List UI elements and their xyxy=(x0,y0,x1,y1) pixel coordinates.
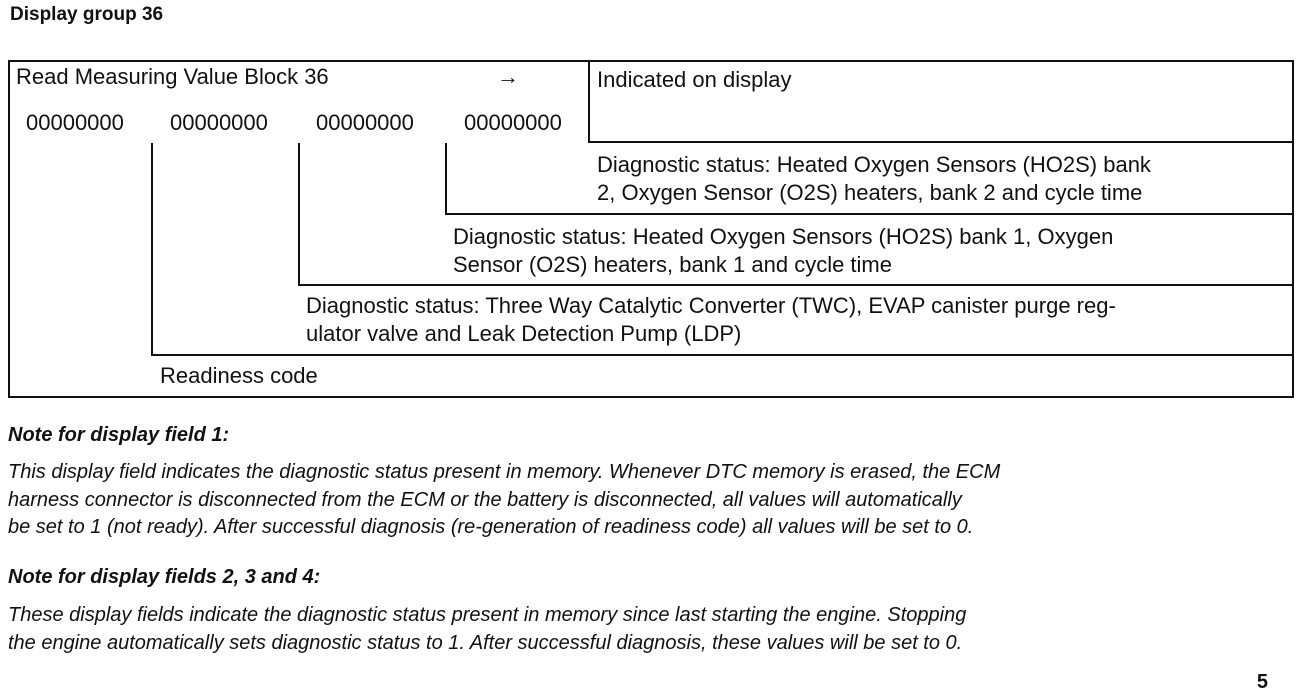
note-1-line-3: be set to 1 (not ready). After successful diagnosis (re-generation of readiness code) all values will be set to 0. xyxy=(8,516,974,538)
field-2-bracket xyxy=(151,354,1294,356)
field-3-bracket xyxy=(298,284,1294,286)
arrow-icon: → xyxy=(497,64,519,89)
note-2-line-1: These display fields indicate the diagnostic status present in memory since last starting the engine. Stopping xyxy=(8,604,967,626)
field-3-description-line2: Sensor (O2S) heaters, bank 1 and cycle time xyxy=(453,252,892,277)
field-2-value: 00000000 xyxy=(170,110,268,135)
field-4-value: 00000000 xyxy=(464,110,562,135)
page-title: Display group 36 xyxy=(10,4,164,25)
field-4-description-line1: Diagnostic status: Heated Oxygen Sensors (HO2S) bank xyxy=(597,152,1151,177)
note-1-line-2: harness connector is disconnected from the ECM or the battery is disconnected, all values will automatically xyxy=(8,489,962,511)
field-1-value: 00000000 xyxy=(26,110,124,135)
field-3-description-line1: Diagnostic status: Heated Oxygen Sensors (HO2S) bank 1, Oxygen xyxy=(453,224,1114,249)
field-4-description-line2: 2, Oxygen Sensor (O2S) heaters, bank 2 and cycle time xyxy=(597,180,1143,205)
block-label: Read Measuring Value Block 36 xyxy=(16,64,329,89)
field-2-description-line1: Diagnostic status: Three Way Catalytic Converter (TWC), EVAP canister purge reg- xyxy=(306,293,1116,318)
page-number: 5 xyxy=(1256,671,1268,693)
note-1-heading: Note for display field 1: xyxy=(8,424,230,446)
note-2-heading: Note for display fields 2, 3 and 4: xyxy=(8,566,321,588)
field-2-description-line2: ulator valve and Leak Detection Pump (LDP) xyxy=(306,321,742,346)
indicated-label: Indicated on display xyxy=(597,67,792,92)
note-1-line-1: This display field indicates the diagnostic status present in memory. Whenever DTC memory is erased, the ECM xyxy=(8,461,1001,483)
field-3-connector xyxy=(298,143,300,286)
note-2-line-2: the engine automatically sets diagnostic status to 1. After successful diagnosis, these values will be set to 0. xyxy=(8,632,963,654)
field-2-connector xyxy=(151,143,153,356)
header-divider xyxy=(588,60,590,143)
field-3-value: 00000000 xyxy=(316,110,414,135)
field-4-bracket xyxy=(445,213,1294,215)
indicated-cell-bottom xyxy=(588,141,1294,143)
field-4-connector xyxy=(445,143,447,215)
field-1-description: Readiness code xyxy=(160,363,318,388)
